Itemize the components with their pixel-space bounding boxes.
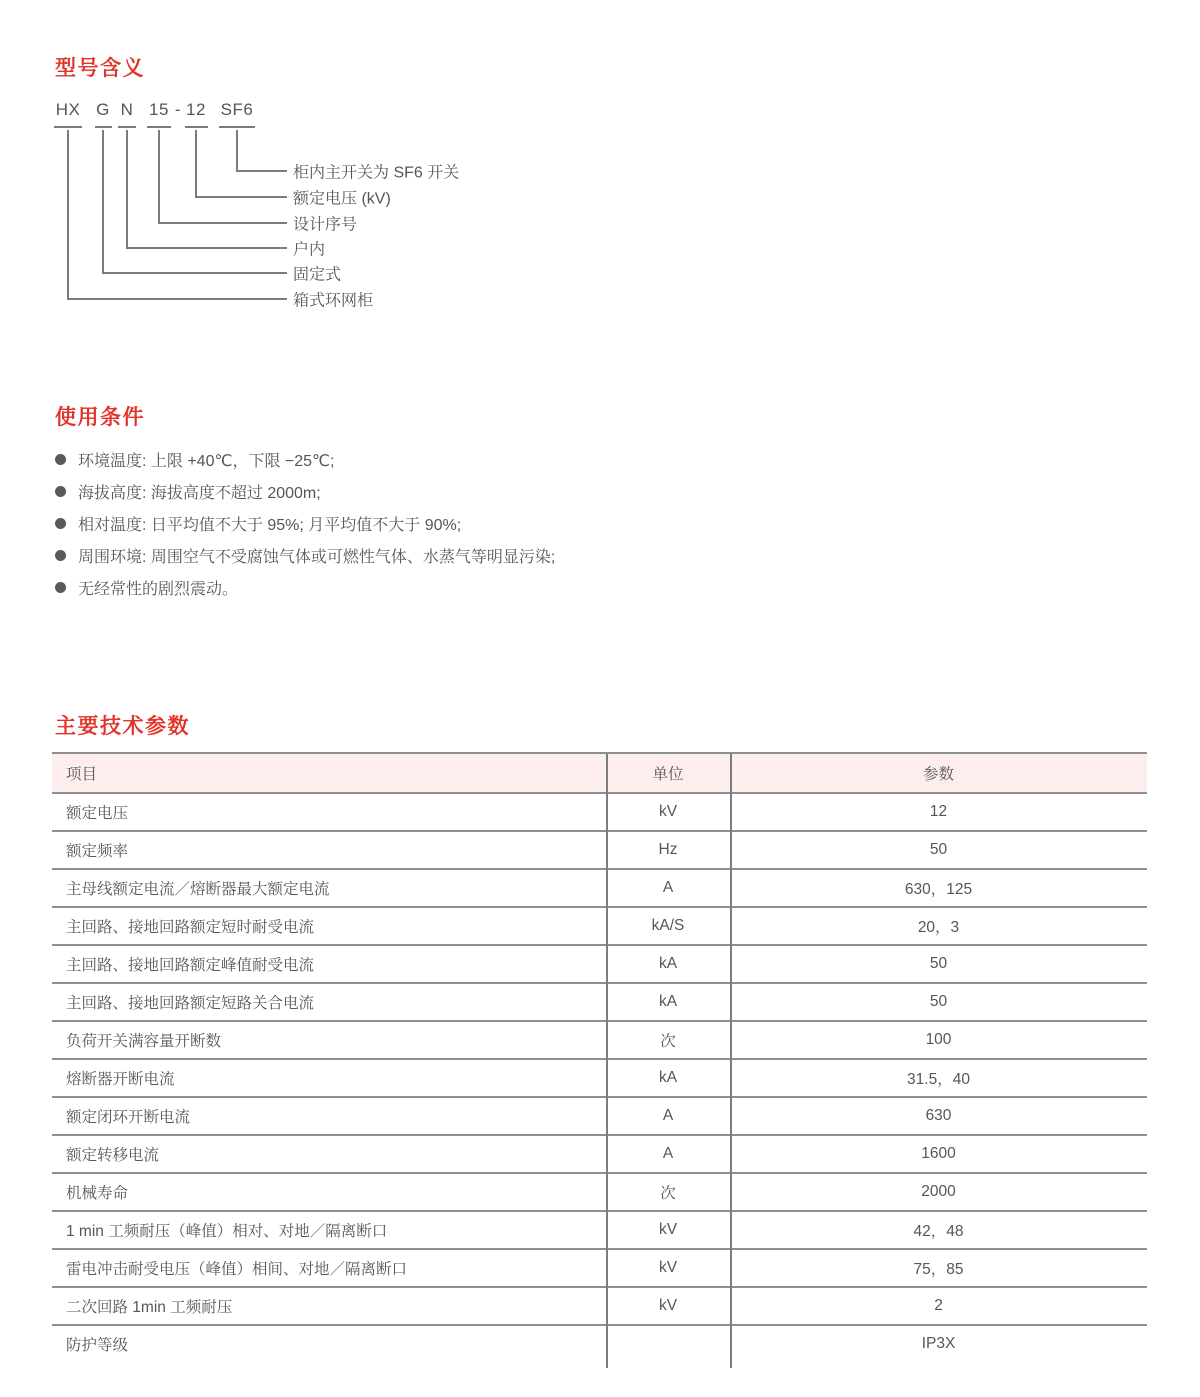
parameter-value: IP3X: [921, 1335, 956, 1352]
condition-text: 海拔高度: 海拔高度不超过 2000m;: [78, 484, 321, 502]
parameter-value: 630: [925, 1107, 952, 1124]
parameter-value: 42，48: [913, 1223, 964, 1240]
table-row: [52, 908, 1147, 946]
condition-item: [55, 443, 555, 475]
parameter-unit: kV: [658, 1221, 678, 1238]
parameter-value: 50: [929, 993, 948, 1010]
table-row: [52, 946, 1147, 984]
parameters-section-title: 主要技术参数: [55, 715, 190, 738]
parameter-unit: kV: [658, 803, 678, 820]
parameter-name: 主母线额定电流／熔断器最大额定电流: [66, 881, 330, 898]
parameter-value: 75，85: [913, 1261, 964, 1278]
condition-item: [55, 571, 555, 603]
table-header-item: 项目: [66, 766, 98, 783]
parameter-unit: Hz: [658, 841, 678, 858]
parameter-value: 50: [929, 955, 948, 972]
parameter-name: 额定转移电流: [66, 1147, 160, 1164]
parameter-unit: 次: [660, 1185, 676, 1202]
bullet-icon: [55, 518, 66, 529]
model-code-part: HX: [55, 100, 81, 119]
code-underline: [219, 126, 255, 128]
column-separator: [606, 754, 608, 1368]
condition-item: [55, 475, 555, 507]
parameter-name: 雷电冲击耐受电压（峰值）相间、对地／隔离断口: [66, 1261, 408, 1278]
parameter-value: 630，125: [904, 881, 973, 898]
table-header-value: 参数: [922, 766, 954, 783]
connector-hline: [237, 170, 287, 172]
code-underline: [147, 126, 171, 128]
parameter-unit: kV: [658, 1297, 678, 1314]
model-code-part: G: [96, 100, 110, 119]
parameter-name: 额定电压: [66, 805, 129, 822]
parameter-value: 2000: [921, 1183, 956, 1200]
parameter-value: 20，3: [917, 919, 960, 936]
connector-hline: [196, 196, 287, 198]
table-header-unit: 单位: [652, 766, 684, 783]
code-underline: [185, 126, 208, 128]
connector-hline: [103, 272, 287, 274]
parameters-table: [52, 752, 1147, 1362]
parameter-value: 12: [929, 803, 948, 820]
code-underline: [118, 126, 136, 128]
table-row: [52, 1098, 1147, 1136]
connector-vline: [195, 130, 197, 198]
model-code-label: 户内: [293, 241, 326, 259]
parameter-value: 31.5，40: [907, 1071, 970, 1088]
parameter-value: 1600: [921, 1145, 956, 1162]
column-separator: [730, 754, 732, 1368]
model-code-label: 箱式环网柜: [293, 292, 374, 310]
bullet-icon: [55, 454, 66, 465]
bullet-icon: [55, 486, 66, 497]
parameter-name: 额定频率: [66, 843, 129, 860]
parameter-name: 额定闭环开断电流: [66, 1109, 191, 1126]
table-row: [52, 870, 1147, 908]
table-row: [52, 984, 1147, 1022]
table-row: [52, 1212, 1147, 1250]
parameter-name: 主回路、接地回路额定短时耐受电流: [66, 919, 315, 936]
model-code-label: 设计序号: [293, 216, 358, 234]
model-code-diagram: [0, 0, 1200, 360]
code-underline: [95, 126, 112, 128]
connector-hline: [159, 222, 287, 224]
parameter-unit: kA: [658, 955, 678, 972]
parameter-unit: A: [662, 1145, 674, 1162]
model-code-part: 12: [186, 100, 206, 119]
code-underline: [54, 126, 82, 128]
model-code-part: -: [174, 100, 182, 119]
condition-item: [55, 539, 555, 571]
table-row: [52, 1136, 1147, 1174]
table-row: [52, 1174, 1147, 1212]
table-header-row: [52, 754, 1147, 794]
model-code-part: 15: [149, 100, 169, 119]
parameter-unit: [606, 1326, 730, 1362]
table-row: [52, 1326, 1147, 1362]
model-code-part: N: [120, 100, 134, 119]
parameter-name: 主回路、接地回路额定峰值耐受电流: [66, 957, 315, 974]
connector-hline: [127, 247, 287, 249]
connector-vline: [126, 130, 128, 249]
model-code-label: 额定电压 (kV): [293, 190, 391, 208]
condition-item: [55, 507, 555, 539]
model-code-label: 固定式: [293, 266, 342, 284]
parameter-unit: kA/S: [651, 917, 685, 934]
connector-vline: [102, 130, 104, 274]
table-row: [52, 1022, 1147, 1060]
bullet-icon: [55, 550, 66, 561]
table-row: [52, 1250, 1147, 1288]
conditions-section-title: 使用条件: [55, 406, 145, 429]
condition-text: 相对温度: 日平均值不大于 95%; 月平均值不大于 90%;: [78, 516, 462, 534]
connector-vline: [158, 130, 160, 224]
model-section-title: 型号含义: [55, 57, 145, 80]
parameter-name: 主回路、接地回路额定短路关合电流: [66, 995, 315, 1012]
bullet-icon: [55, 582, 66, 593]
table-row: [52, 1288, 1147, 1326]
parameter-value: 2: [934, 1297, 943, 1314]
connector-vline: [67, 130, 69, 300]
parameter-unit: A: [662, 879, 674, 896]
parameter-name: 熔断器开断电流: [66, 1071, 175, 1088]
connector-vline: [236, 130, 238, 172]
parameter-name: 防护等级: [66, 1337, 129, 1354]
parameter-unit: kV: [658, 1259, 678, 1276]
parameter-value: 50: [929, 841, 948, 858]
parameter-unit: A: [662, 1107, 674, 1124]
model-code-label: 柜内主开关为 SF6 开关: [293, 164, 460, 182]
condition-text: 无经常性的剧烈震动。: [78, 580, 239, 598]
model-code-part: SF6: [220, 100, 254, 119]
table-row: [52, 832, 1147, 870]
parameter-unit: kA: [658, 1069, 678, 1086]
table-row: [52, 1060, 1147, 1098]
parameter-value: 100: [925, 1031, 952, 1048]
table-row: [52, 794, 1147, 832]
parameter-name: 二次回路 1min 工频耐压: [66, 1299, 233, 1316]
parameter-name: 机械寿命: [66, 1185, 129, 1202]
condition-text: 周围环境: 周围空气不受腐蚀气体或可燃性气体、水蒸气等明显污染;: [78, 548, 556, 566]
parameter-name: 1 min 工频耐压（峰值）相对、对地／隔离断口: [66, 1223, 388, 1240]
conditions-list: [55, 443, 555, 603]
connector-hline: [68, 298, 287, 300]
condition-text: 环境温度: 上限 +40℃，下限 −25℃;: [78, 452, 335, 470]
parameter-unit: kA: [658, 993, 678, 1010]
parameter-name: 负荷开关满容量开断数: [66, 1033, 222, 1050]
parameter-unit: 次: [660, 1033, 676, 1050]
